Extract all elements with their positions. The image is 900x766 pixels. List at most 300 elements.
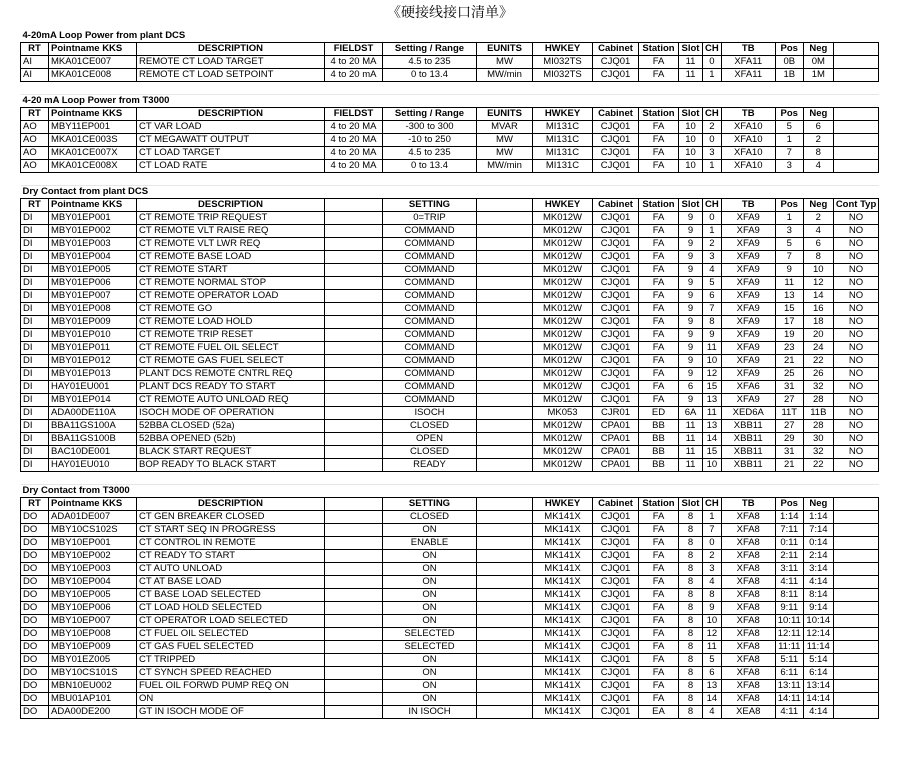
table-cell: XFA8 <box>721 602 775 615</box>
table-cell: 8 <box>679 524 703 537</box>
table-row <box>21 563 879 576</box>
table-cell: COMMAND <box>383 316 477 329</box>
table-cell <box>477 641 533 654</box>
table-cell: 6 <box>803 238 833 251</box>
table-cell: XFA10 <box>721 134 775 147</box>
table-cell: 7 <box>703 303 722 316</box>
table-cell: MK141X <box>533 589 593 602</box>
table-cell <box>325 628 383 641</box>
table-row <box>21 342 879 355</box>
table-cell <box>477 667 533 680</box>
table-cell: 21 <box>775 355 803 368</box>
table-cell: DI <box>21 264 49 277</box>
table-cell: 9 <box>679 277 703 290</box>
table-cell: CT SYNCH SPEED REACHED <box>137 667 325 680</box>
table-cell: FA <box>639 693 679 706</box>
table-row <box>21 537 879 550</box>
table-cell: CJQ01 <box>593 342 639 355</box>
table-cell: CJQ01 <box>593 394 639 407</box>
table-cell: XBB11 <box>721 420 775 433</box>
column-header: Cabinet <box>593 199 639 212</box>
table-row <box>21 511 879 524</box>
table-cell <box>593 472 639 485</box>
table-cell <box>325 433 383 446</box>
table-cell: 12 <box>803 277 833 290</box>
table-cell: COMMAND <box>383 225 477 238</box>
table-cell: 9:11 <box>775 602 803 615</box>
interface-sheet <box>20 30 879 719</box>
column-header: DESCRIPTION <box>137 199 325 212</box>
table-cell: 8:11 <box>775 589 803 602</box>
table-cell: MKA01CE008X <box>49 160 137 173</box>
table-cell <box>325 589 383 602</box>
table-cell: Dry Contact from T3000 <box>22 485 130 496</box>
table-cell: COMMAND <box>383 251 477 264</box>
table-cell <box>477 563 533 576</box>
table-cell <box>325 342 383 355</box>
table-cell: FA <box>639 290 679 303</box>
table-cell <box>49 173 137 186</box>
table-cell <box>325 563 383 576</box>
table-cell: 11:11 <box>775 641 803 654</box>
column-header: Station <box>639 108 679 121</box>
table-cell: MI131C <box>533 147 593 160</box>
table-cell <box>833 550 878 563</box>
table-cell <box>325 667 383 680</box>
column-header: Neg <box>803 43 833 56</box>
table-cell: 15 <box>703 446 722 459</box>
column-header <box>477 199 533 212</box>
column-header <box>325 498 383 511</box>
table-cell: CLOSED <box>383 446 477 459</box>
table-cell: 11 <box>679 69 703 82</box>
table-cell: MK012W <box>533 446 593 459</box>
table-cell: CJQ01 <box>593 290 639 303</box>
table-cell <box>833 615 878 628</box>
table-cell: 22 <box>803 355 833 368</box>
table-cell: CT VAR LOAD <box>137 121 325 134</box>
table-cell: 0 <box>703 212 722 225</box>
table-cell: 7:14 <box>803 524 833 537</box>
table-cell: CPA01 <box>593 446 639 459</box>
table-cell <box>833 641 878 654</box>
table-cell: DI <box>21 459 49 472</box>
table-cell: ADA01DE007 <box>49 511 137 524</box>
section-spacer <box>21 173 879 186</box>
column-header: Pos <box>775 498 803 511</box>
table-row <box>21 69 879 82</box>
table-cell: NO <box>833 303 878 316</box>
table-cell: MW <box>477 56 533 69</box>
table-cell: 0:11 <box>775 537 803 550</box>
table-cell: MBY01EP012 <box>49 355 137 368</box>
table-row <box>21 134 879 147</box>
table-cell <box>833 69 878 82</box>
table-cell: 52BBA CLOSED (52a) <box>137 420 325 433</box>
table-cell: MK141X <box>533 550 593 563</box>
table-cell: FA <box>639 381 679 394</box>
table-cell: XFA8 <box>721 628 775 641</box>
table-cell: CJQ01 <box>593 550 639 563</box>
table-cell <box>533 82 593 95</box>
table-cell <box>477 459 533 472</box>
table-cell: DO <box>21 615 49 628</box>
table-cell: CT REMOTE OPERATOR LOAD <box>137 290 325 303</box>
table-cell: 4 to 20 MA <box>325 147 383 160</box>
table-cell <box>325 706 383 719</box>
table-cell: COMMAND <box>383 342 477 355</box>
table-cell: XFA8 <box>721 641 775 654</box>
table-cell: 14 <box>703 693 722 706</box>
column-header: Cabinet <box>593 108 639 121</box>
table-cell: 6:14 <box>803 667 833 680</box>
table-cell: FA <box>639 121 679 134</box>
table-cell: 11 <box>679 446 703 459</box>
table-cell: 9 <box>679 290 703 303</box>
table-cell: 8 <box>679 576 703 589</box>
section-title <box>21 95 879 108</box>
table-cell: MK012W <box>533 433 593 446</box>
table-cell: MK012W <box>533 329 593 342</box>
column-header: Slot <box>679 498 703 511</box>
table-cell: CT BASE LOAD SELECTED <box>137 589 325 602</box>
column-header: Pointname KKS <box>49 199 137 212</box>
table-row <box>21 225 879 238</box>
table-row <box>21 446 879 459</box>
table-cell: CT LOAD HOLD SELECTED <box>137 602 325 615</box>
table-cell: XFA9 <box>721 303 775 316</box>
table-cell <box>325 693 383 706</box>
table-row <box>21 303 879 316</box>
table-cell: 12:14 <box>803 628 833 641</box>
table-cell: DO <box>21 589 49 602</box>
table-cell: XFA8 <box>721 537 775 550</box>
table-cell <box>833 563 878 576</box>
table-cell <box>803 173 833 186</box>
table-cell <box>679 472 703 485</box>
table-cell: FA <box>639 654 679 667</box>
table-cell: 6 <box>703 667 722 680</box>
table-cell <box>325 277 383 290</box>
table-cell <box>477 524 533 537</box>
table-cell: 10 <box>679 147 703 160</box>
table-cell <box>325 472 383 485</box>
table-cell: 4-20 mA Loop Power from T3000 <box>22 95 170 106</box>
table-cell: 2 <box>703 550 722 563</box>
table-cell: CJQ01 <box>593 238 639 251</box>
table-cell <box>325 264 383 277</box>
table-cell: BOP READY TO BLACK START <box>137 459 325 472</box>
table-cell: 5 <box>703 654 722 667</box>
table-cell: ON <box>383 615 477 628</box>
table-cell: 4:11 <box>775 576 803 589</box>
table-cell: 1:14 <box>775 511 803 524</box>
table-cell: 4 to 20 MA <box>325 134 383 147</box>
table-cell: 14 <box>803 290 833 303</box>
table-cell: MK141X <box>533 654 593 667</box>
table-cell: 11B <box>803 407 833 420</box>
table-cell: OPEN <box>383 433 477 446</box>
table-cell: CJQ01 <box>593 69 639 82</box>
table-cell: CJQ01 <box>593 329 639 342</box>
table-cell: CT REMOTE TRIP RESET <box>137 329 325 342</box>
table-cell <box>477 420 533 433</box>
table-cell <box>477 264 533 277</box>
table-cell: DO <box>21 537 49 550</box>
table-cell: MK012W <box>533 277 593 290</box>
table-cell: BAC10DE001 <box>49 446 137 459</box>
table-cell: CJQ01 <box>593 524 639 537</box>
table-cell: 13 <box>703 420 722 433</box>
table-cell: 8 <box>679 537 703 550</box>
table-cell: DI <box>21 212 49 225</box>
table-cell: FA <box>639 667 679 680</box>
table-cell: CJQ01 <box>593 589 639 602</box>
table-cell: MBY01EP002 <box>49 225 137 238</box>
column-header: RT <box>21 199 49 212</box>
table-cell <box>325 459 383 472</box>
table-cell: 4 to 20 MA <box>325 160 383 173</box>
table-cell: GT IN ISOCH MODE OF <box>137 706 325 719</box>
table-cell: CJQ01 <box>593 576 639 589</box>
table-cell <box>477 472 533 485</box>
table-cell <box>775 173 803 186</box>
table-cell: XFA8 <box>721 550 775 563</box>
table-cell <box>477 238 533 251</box>
table-cell <box>833 589 878 602</box>
table-cell: FA <box>639 394 679 407</box>
table-cell: MBY10EP008 <box>49 628 137 641</box>
table-cell: 11 <box>679 56 703 69</box>
table-cell <box>477 407 533 420</box>
table-cell: 10 <box>679 134 703 147</box>
table-cell: CLOSED <box>383 511 477 524</box>
table-cell: MBU01AP101 <box>49 693 137 706</box>
table-cell: 26 <box>803 368 833 381</box>
table-cell: 9 <box>679 303 703 316</box>
table-cell: MBY11EP001 <box>49 121 137 134</box>
table-cell: DO <box>21 524 49 537</box>
table-cell: ON <box>383 524 477 537</box>
table-cell: XFA9 <box>721 251 775 264</box>
table-cell: MBY10CS101S <box>49 667 137 680</box>
table-cell: FA <box>639 576 679 589</box>
table-cell <box>325 225 383 238</box>
table-cell <box>703 173 722 186</box>
table-cell: XFA11 <box>721 56 775 69</box>
table-cell <box>477 342 533 355</box>
table-cell: 11T <box>775 407 803 420</box>
table-cell: DI <box>21 420 49 433</box>
table-cell: ISOCH MODE OF OPERATION <box>137 407 325 420</box>
table-cell: 0 to 13.4 <box>383 69 477 82</box>
table-cell: CT REMOTE LOAD HOLD <box>137 316 325 329</box>
column-header: TB <box>721 199 775 212</box>
table-cell: 18 <box>803 316 833 329</box>
table-cell: XBB11 <box>721 433 775 446</box>
table-cell: READY <box>383 459 477 472</box>
table-row <box>21 706 879 719</box>
column-header: Pointname KKS <box>49 498 137 511</box>
table-cell: MKA01CE007X <box>49 147 137 160</box>
table-cell: 16 <box>803 303 833 316</box>
table-cell: 4 to 20 mA <box>325 69 383 82</box>
table-cell: 12:11 <box>775 628 803 641</box>
table-cell: MK012W <box>533 342 593 355</box>
table-cell: ON <box>383 693 477 706</box>
column-header: HWKEY <box>533 498 593 511</box>
table-cell: 9 <box>703 602 722 615</box>
table-cell: XFA10 <box>721 121 775 134</box>
table-cell: XBB11 <box>721 459 775 472</box>
column-header: Neg <box>803 199 833 212</box>
table-cell <box>477 316 533 329</box>
table-cell: FA <box>639 69 679 82</box>
table-cell <box>477 576 533 589</box>
table-cell: DI <box>21 277 49 290</box>
table-cell: 11 <box>703 407 722 420</box>
column-header: Slot <box>679 199 703 212</box>
table-cell: MK012W <box>533 368 593 381</box>
table-cell: COMMAND <box>383 394 477 407</box>
table-cell <box>833 82 878 95</box>
table-cell: FA <box>639 342 679 355</box>
table-cell <box>325 173 383 186</box>
table-cell <box>325 511 383 524</box>
table-cell: MK012W <box>533 303 593 316</box>
table-cell: 52BBA OPENED (52b) <box>137 433 325 446</box>
table-cell: CPA01 <box>593 420 639 433</box>
table-row <box>21 147 879 160</box>
table-cell: 13:14 <box>803 680 833 693</box>
table-cell: CJQ01 <box>593 264 639 277</box>
table-cell: MI032TS <box>533 56 593 69</box>
table-cell: CJQ01 <box>593 121 639 134</box>
table-cell: 11 <box>679 433 703 446</box>
table-cell <box>477 212 533 225</box>
table-cell: DI <box>21 238 49 251</box>
table-cell: 4 to 20 MA <box>325 56 383 69</box>
table-cell: AO <box>21 121 49 134</box>
table-cell: MK012W <box>533 459 593 472</box>
table-cell: XFA8 <box>721 654 775 667</box>
column-header <box>477 498 533 511</box>
table-row <box>21 576 879 589</box>
table-cell: MKA01CE003S <box>49 134 137 147</box>
table-cell: CJQ01 <box>593 355 639 368</box>
table-row <box>21 251 879 264</box>
table-cell: 9 <box>679 264 703 277</box>
table-cell: 10 <box>679 160 703 173</box>
table-cell <box>477 368 533 381</box>
column-header: CH <box>703 108 722 121</box>
table-cell: 9 <box>679 251 703 264</box>
table-cell: 2:11 <box>775 550 803 563</box>
table-cell <box>325 576 383 589</box>
table-cell: MW/min <box>477 160 533 173</box>
column-header: FIELDST <box>325 43 383 56</box>
table-cell: MBY10EP002 <box>49 550 137 563</box>
table-cell: NO <box>833 212 878 225</box>
table-cell: PLANT DCS READY TO START <box>137 381 325 394</box>
table-cell <box>477 446 533 459</box>
table-cell: CT OPERATOR LOAD SELECTED <box>137 615 325 628</box>
table-cell: 31 <box>775 446 803 459</box>
table-cell: NO <box>833 394 878 407</box>
table-row <box>21 459 879 472</box>
table-cell <box>477 680 533 693</box>
table-row <box>21 654 879 667</box>
table-cell: FA <box>639 641 679 654</box>
table-cell: COMMAND <box>383 329 477 342</box>
table-cell: CT REMOTE GAS FUEL SELECT <box>137 355 325 368</box>
table-cell: 1M <box>803 69 833 82</box>
table-cell: 4 to 20 MA <box>325 121 383 134</box>
table-cell <box>833 628 878 641</box>
table-cell: CJQ01 <box>593 134 639 147</box>
table-cell <box>325 303 383 316</box>
table-cell: ON <box>383 654 477 667</box>
table-cell: NO <box>833 381 878 394</box>
table-cell: MK012W <box>533 212 593 225</box>
table-cell: 8 <box>679 511 703 524</box>
table-cell: CT AT BASE LOAD <box>137 576 325 589</box>
table-cell: FA <box>639 680 679 693</box>
table-cell: CJQ01 <box>593 147 639 160</box>
column-header: Station <box>639 199 679 212</box>
table-cell: 10 <box>703 615 722 628</box>
table-cell: 0:14 <box>803 537 833 550</box>
table-cell <box>477 82 533 95</box>
table-cell: 9 <box>679 316 703 329</box>
table-row <box>21 420 879 433</box>
table-cell: 4:14 <box>803 706 833 719</box>
table-cell: XFA8 <box>721 615 775 628</box>
table-cell: 10 <box>703 355 722 368</box>
hardwired-interface-table <box>20 30 879 719</box>
table-cell: 9:14 <box>803 602 833 615</box>
table-cell: CT REMOTE VLT RAISE REQ <box>137 225 325 238</box>
table-cell: 24 <box>803 342 833 355</box>
table-cell: 8 <box>679 654 703 667</box>
table-cell: CJQ01 <box>593 602 639 615</box>
table-cell: MK012W <box>533 290 593 303</box>
table-cell: XFA9 <box>721 316 775 329</box>
table-cell <box>383 82 477 95</box>
table-cell: ON <box>383 667 477 680</box>
table-cell <box>679 173 703 186</box>
table-cell <box>533 173 593 186</box>
table-cell: XFA9 <box>721 329 775 342</box>
table-cell: XFA9 <box>721 264 775 277</box>
table-cell <box>775 82 803 95</box>
table-cell: FA <box>639 251 679 264</box>
table-cell: MK141X <box>533 511 593 524</box>
table-cell: NO <box>833 459 878 472</box>
table-cell: FA <box>639 225 679 238</box>
table-cell: 32 <box>803 446 833 459</box>
table-cell: NO <box>833 290 878 303</box>
table-cell: DI <box>21 407 49 420</box>
table-cell <box>477 693 533 706</box>
column-header <box>833 43 878 56</box>
table-cell: NO <box>833 368 878 381</box>
table-row <box>21 407 879 420</box>
column-header: CH <box>703 199 722 212</box>
table-cell: 13 <box>703 680 722 693</box>
table-cell: IN ISOCH <box>383 706 477 719</box>
table-cell <box>803 472 833 485</box>
